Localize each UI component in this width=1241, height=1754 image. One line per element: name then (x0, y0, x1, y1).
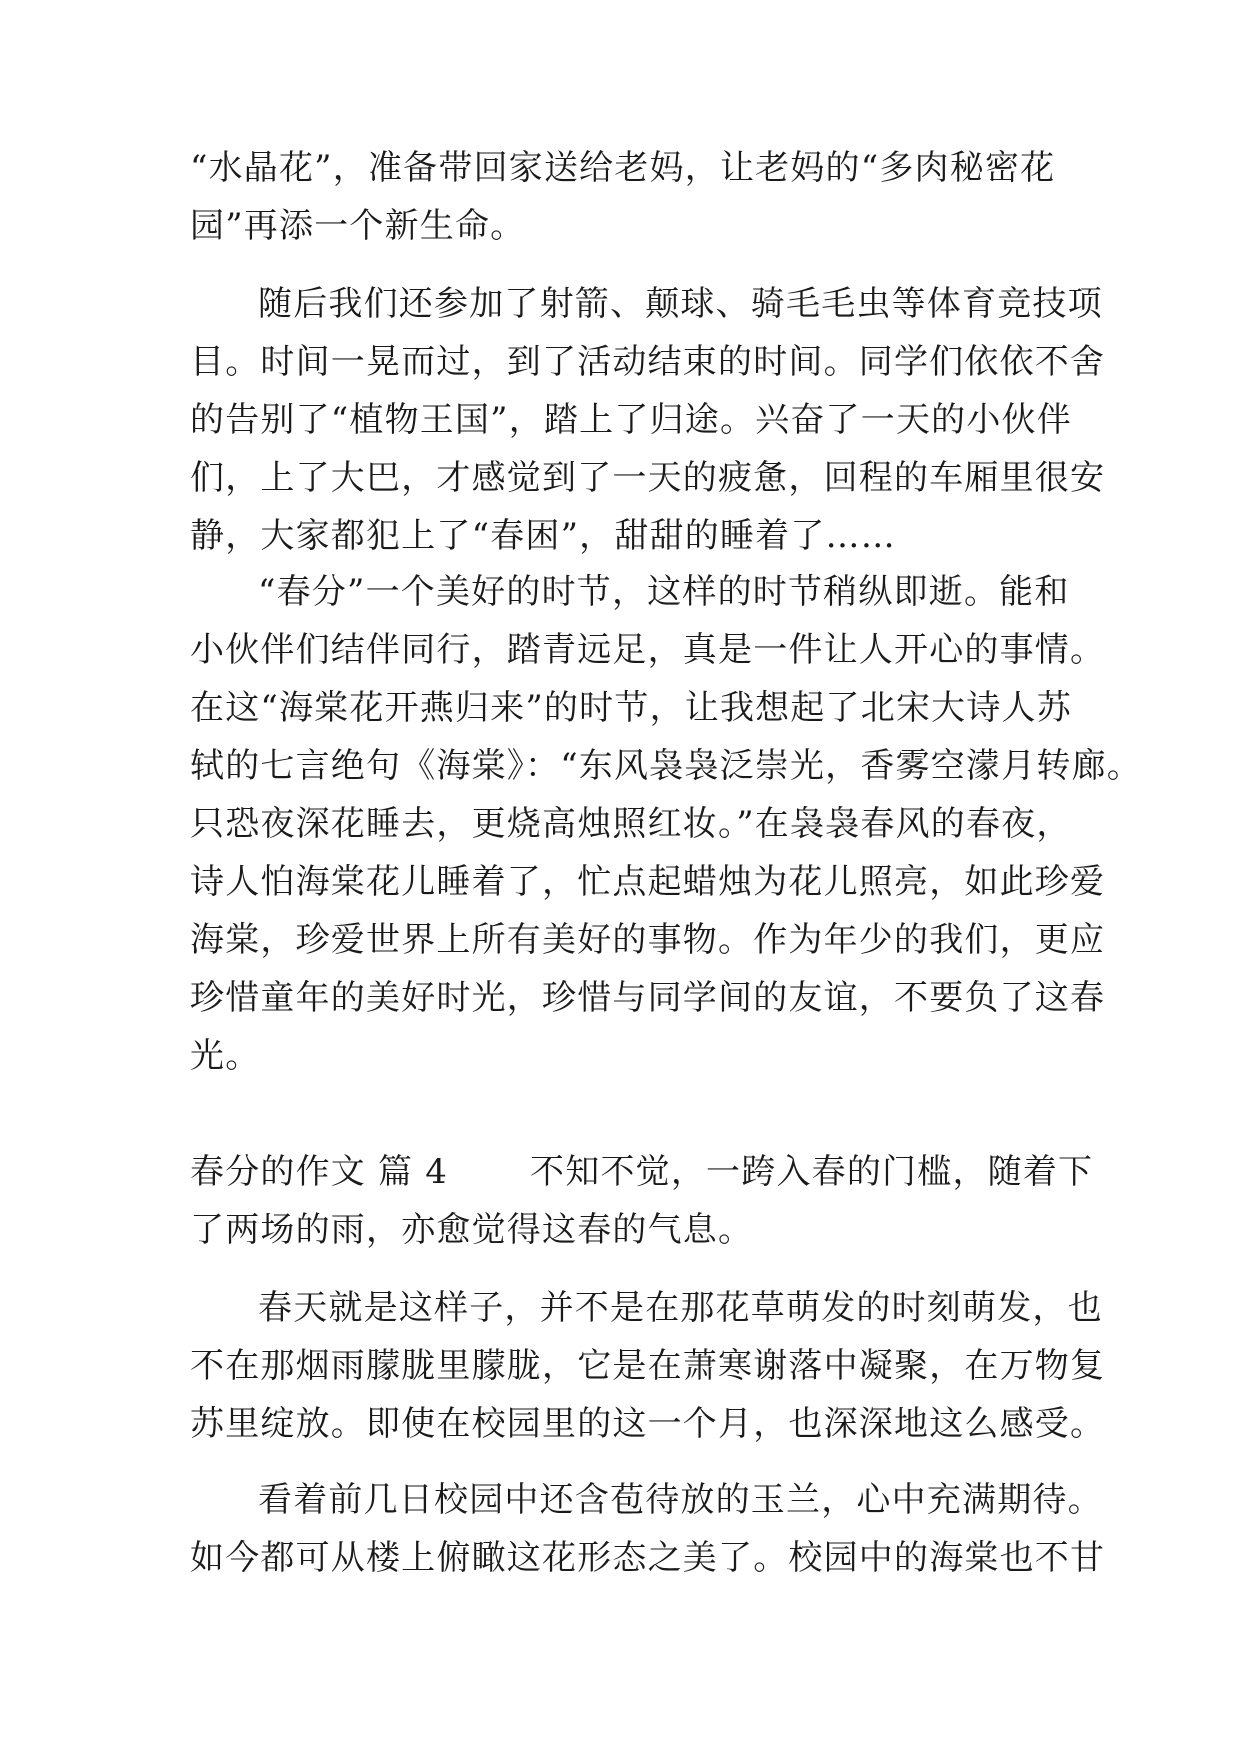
text-line: 小伙伴们结伴同行，踏青远足，真是一件让人开心的事情。 (190, 630, 1106, 670)
text-line: 只恐夜深花睡去，更烧高烛照红妆。”在袅袅春风的春夜， (190, 804, 1072, 844)
text-line: 静，大家都犯上了“春困”，甜甜的睡着了…… (190, 516, 896, 556)
paragraph-start: 春天就是这样子，并不是在那花草萌发的时刻萌发，也 (258, 1288, 1103, 1328)
section-first-line: 不知不觉，一跨入春的门槛，随着下 (530, 1152, 1094, 1192)
text-line: 的告别了“植物王国”，踏上了归途。兴奋了一天的小伙伴 (190, 400, 1072, 440)
paragraph-start: “春分”一个美好的时节，这样的时节稍纵即逝。能和 (258, 572, 1070, 612)
text-line: 了两场的雨，亦愈觉得这春的气息。 (190, 1210, 754, 1250)
text-line: 如今都可从楼上俯瞰这花形态之美了。校园中的海棠也不甘 (190, 1538, 1106, 1578)
text-line: 诗人怕海棠花儿睡着了，忙点起蜡烛为花儿照亮，如此珍爱 (190, 862, 1106, 902)
text-line: 珍惜童年的美好时光，珍惜与同学间的友谊，不要负了这春 (190, 978, 1106, 1018)
text-line: 在这“海棠花开燕归来”的时节，让我想起了北宋大诗人苏 (190, 688, 1072, 728)
text-line: 轼的七言绝句《海棠》：“东风袅袅泛崇光，香雾空濛月转廊。 (190, 746, 1142, 786)
section-heading: 春分的作文 篇 4 (190, 1152, 449, 1192)
text-line: 苏里绽放。即使在校园里的这一个月，也深深地这么感受。 (190, 1404, 1106, 1444)
text-line: 园”再添一个新生命。 (190, 206, 526, 246)
text-line: 目。时间一晃而过，到了活动结束的时间。同学们依依不舍 (190, 342, 1106, 382)
text-line: 不在那烟雨朦胧里朦胧，它是在萧寒谢落中凝聚，在万物复 (190, 1346, 1106, 1386)
paragraph-start: 随后我们还参加了射箭、颠球、骑毛毛虫等体育竞技项 (258, 284, 1103, 324)
text-line: 光。 (190, 1036, 261, 1076)
paragraph-start: 看着前几日校园中还含苞待放的玉兰，心中充满期待。 (258, 1480, 1103, 1520)
text-line: 们，上了大巴，才感觉到了一天的疲惫，回程的车厢里很安 (190, 458, 1106, 498)
text-line: “水晶花”，准备带回家送给老妈，让老妈的“多肉秘密花 (190, 148, 1056, 188)
section-title-row (190, 1152, 1094, 1192)
text-line: 海棠，珍爱世界上所有美好的事物。作为年少的我们，更应 (190, 920, 1106, 960)
